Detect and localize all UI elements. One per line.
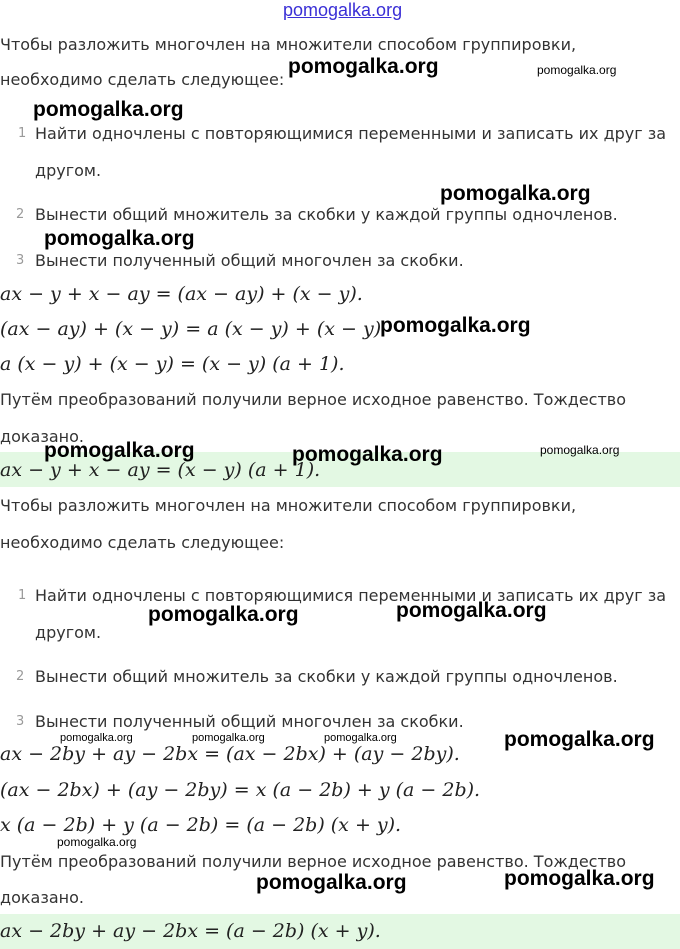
watermark: pomogalka.org	[380, 314, 531, 337]
section1-result: ax − y + x − ay = (x − y) (a + 1).	[0, 459, 321, 481]
section2-math-line2: (ax − 2bx) + (ay − 2by) = x (a − 2b) + y (a − 2b).	[0, 779, 481, 801]
section2-math-line1: ax − 2by + ay − 2bx = (ax − 2bx) + (ay − 2by).	[0, 743, 460, 765]
section2-conclusion-line1: Путём преобразований получили верное исходное равенство. Тождество	[0, 852, 627, 871]
section1-step2-line1: Вынести общий множитель за скобки у каждой группы одночленов.	[35, 205, 618, 224]
section2-step3-number: 3	[16, 714, 25, 729]
section1-step2-number: 2	[16, 207, 25, 222]
watermark: pomogalka.org	[44, 439, 195, 462]
section2-math-line3: x (a − 2b) + y (a − 2b) = (a − 2b) (x + y).	[0, 814, 402, 836]
section1-math-line2: (ax − ay) + (x − y) = a (x − y) + (x − y)	[0, 318, 382, 340]
section2-step2-number: 2	[16, 669, 25, 684]
watermark: pomogalka.org	[292, 443, 443, 466]
section1-step3-number: 3	[16, 253, 25, 268]
section1-step3-line1: Вынести полученный общий многочлен за скобки.	[35, 251, 464, 270]
watermark: pomogalka.org	[324, 732, 397, 744]
section1-step1-line2: другом.	[35, 161, 102, 180]
section2-result: ax − 2by + ay − 2bx = (a − 2b) (x + y).	[0, 920, 381, 942]
section2-intro-line1: Чтобы разложить многочлен на множители способом группировки,	[0, 496, 577, 515]
section1-intro-line2: необходимо сделать следующее:	[0, 70, 285, 89]
watermark: pomogalka.org	[504, 867, 655, 890]
section1-math-line3: a (x − y) + (x − y) = (x − y) (a + 1).	[0, 353, 345, 375]
section1-math-line1: ax − y + x − ay = (ax − ay) + (x − y).	[0, 283, 363, 305]
watermark: pomogalka.org	[33, 98, 184, 121]
watermark: pomogalka.org	[537, 63, 617, 77]
watermark: pomogalka.org	[540, 443, 620, 457]
section2-step1-number: 1	[18, 588, 27, 603]
section1-intro-line1: Чтобы разложить многочлен на множители способом группировки,	[0, 35, 577, 54]
section2-step3-line1: Вынести полученный общий многочлен за скобки.	[35, 712, 464, 731]
section2-step1-line1: Найти одночлены с повторяющимися переменными и записать их друг за	[35, 586, 667, 605]
section2-intro-line2: необходимо сделать следующее:	[0, 533, 285, 552]
site-header-link[interactable]: pomogalka.org	[283, 0, 403, 20]
watermark: pomogalka.org	[44, 227, 195, 250]
section1-step1-number: 1	[18, 126, 27, 141]
section1-conclusion-line2: доказано.	[0, 427, 84, 446]
section1-conclusion-line1: Путём преобразований получили верное исходное равенство. Тождество	[0, 390, 627, 409]
section2-step2-line1: Вынести общий множитель за скобки у каждой группы одночленов.	[35, 667, 618, 686]
section1-step1-line1: Найти одночлены с повторяющимися переменными и записать их друг за	[35, 124, 667, 143]
watermark: pomogalka.org	[57, 835, 137, 849]
watermark: pomogalka.org	[192, 732, 265, 744]
watermark: pomogalka.org	[148, 603, 299, 626]
section2-step1-line2: другом.	[35, 623, 102, 642]
watermark: pomogalka.org	[256, 871, 407, 894]
watermark: pomogalka.org	[440, 182, 591, 205]
watermark: pomogalka.org	[396, 599, 547, 622]
watermark: pomogalka.org	[504, 728, 655, 751]
section2-conclusion-line2: доказано.	[0, 888, 84, 907]
watermark: pomogalka.org	[60, 732, 133, 744]
watermark: pomogalka.org	[288, 55, 439, 78]
